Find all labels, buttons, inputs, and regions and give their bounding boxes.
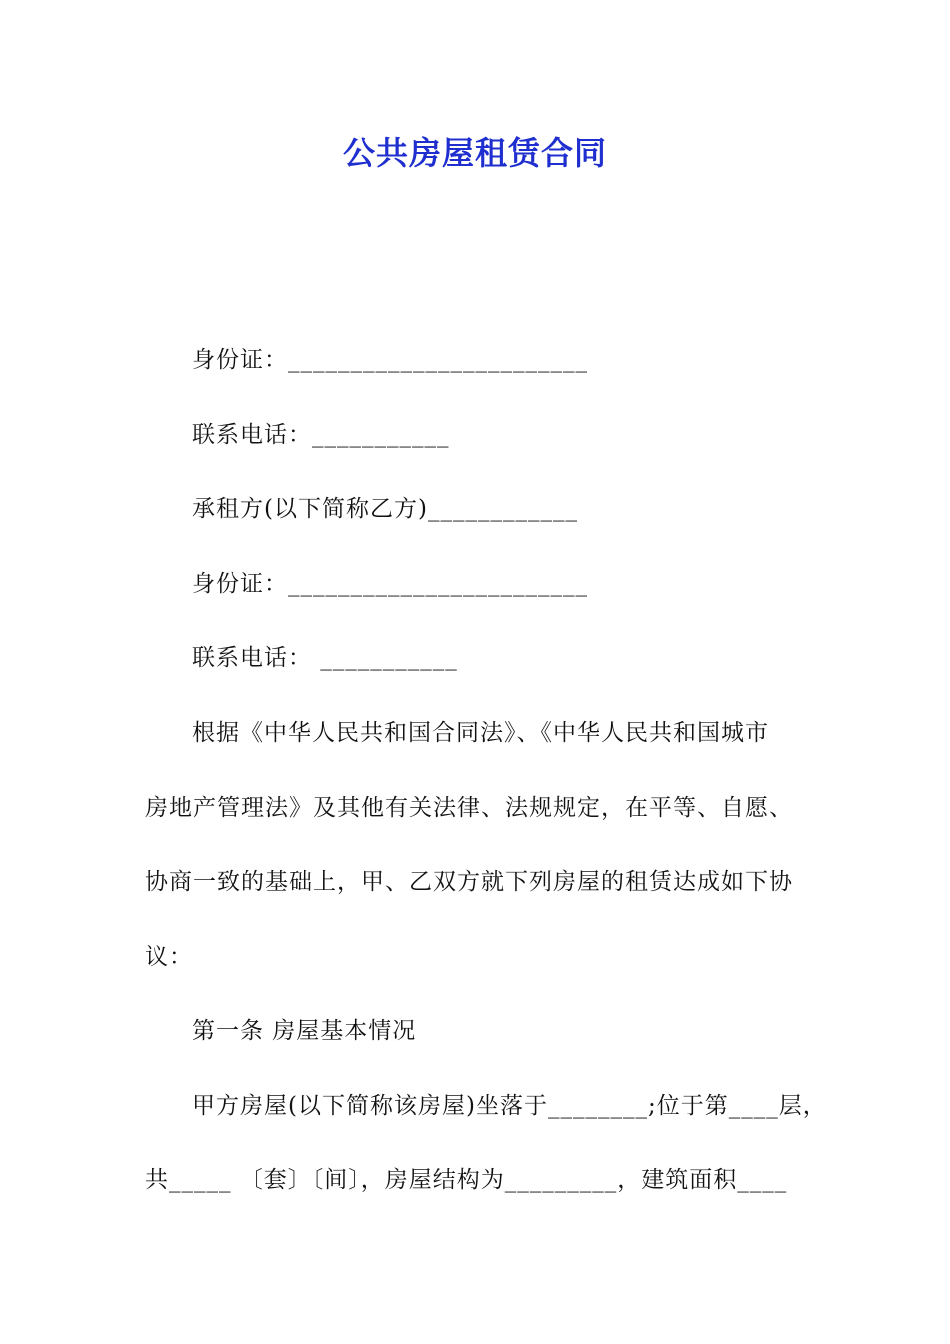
preamble-line-4: 议： (145, 944, 193, 970)
article-1-line-2: 共_____ 〔套〕〔间〕，房屋结构为_________，建筑面积____ (145, 1167, 788, 1193)
preamble-line-2: 房地产管理法》及其他有关法律、法规规定，在平等、自愿、 (145, 795, 793, 821)
lessor-id-line: 身份证：________________________ (192, 347, 588, 373)
lessee-line: 承租方(以下简称乙方)____________ (192, 496, 578, 522)
article-1-line-1: 甲方房屋(以下简称该房屋)坐落于________;位于第____层， (192, 1093, 827, 1119)
lessor-phone-line: 联系电话：___________ (192, 422, 450, 448)
lessee-id-line: 身份证：________________________ (192, 571, 588, 597)
lessee-phone-line: 联系电话： ___________ (192, 645, 458, 671)
preamble-line-1: 根据《中华人民共和国合同法》、《中华人民共和国城市 (192, 720, 769, 746)
preamble-line-3: 协商一致的基础上，甲、乙双方就下列房屋的租赁达成如下协 (145, 869, 793, 895)
document-title: 公共房屋租赁合同 (342, 134, 607, 172)
article-1-heading: 第一条 房屋基本情况 (192, 1018, 417, 1044)
